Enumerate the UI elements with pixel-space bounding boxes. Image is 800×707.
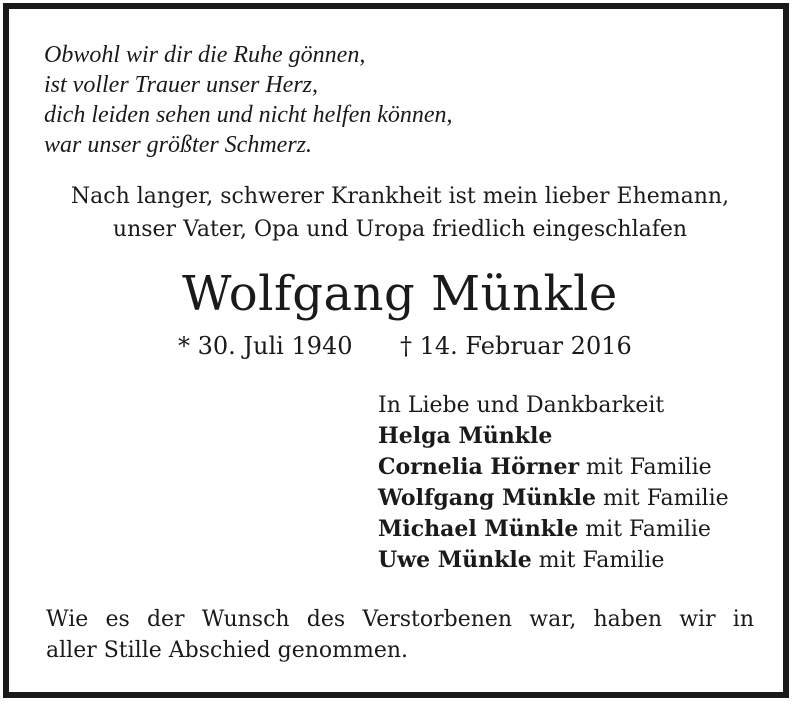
mourner-entry	[378, 483, 729, 514]
announcement	[0, 180, 800, 246]
mourner-suffix: mit Familie	[579, 455, 712, 480]
mourner-entry	[378, 545, 729, 576]
mourner-name: Uwe Münkle	[378, 547, 532, 573]
death-date: † 14. Februar 2016	[400, 332, 632, 360]
poem	[44, 40, 453, 160]
announcement-line: unser Vater, Opa und Uropa friedlich eingeschlafen	[112, 217, 688, 242]
mourner-entry	[378, 421, 729, 452]
poem-line: war unser größter Schmerz.	[44, 132, 312, 158]
mourner-entry	[378, 452, 729, 483]
mourner-name: Cornelia Hörner	[378, 454, 580, 480]
mourner-name: Helga Münkle	[378, 423, 553, 449]
closing-statement	[46, 604, 754, 666]
mourner-name: Michael Münkle	[378, 516, 579, 542]
announcement-line: Nach langer, schwerer Krankheit ist mein lieber Ehemann,	[70, 184, 730, 209]
mourner-suffix: mit Familie	[596, 486, 729, 511]
poem-line: Obwohl wir dir die Ruhe gönnen,	[44, 42, 366, 68]
mourner-suffix: mit Familie	[578, 517, 711, 542]
mourner-name: Wolfgang Münkle	[378, 485, 597, 511]
poem-line: ist voller Trauer unser Herz,	[44, 72, 319, 98]
mourner-entry	[378, 514, 729, 545]
mourners-block	[378, 390, 729, 576]
closing-line: Wie es der Wunsch des Verstorbenen war, haben wir in	[46, 607, 754, 632]
mourner-suffix: mit Familie	[531, 548, 665, 573]
deceased-name: Wolfgang Münkle	[182, 266, 618, 322]
closing-line: aller Stille Abschied genommen.	[46, 638, 409, 663]
poem-line: dich leiden sehen und nicht helfen können,	[44, 102, 453, 128]
birth-date: * 30. Juli 1940	[178, 332, 353, 360]
mourners-heading: In Liebe und Dankbarkeit	[378, 393, 665, 418]
